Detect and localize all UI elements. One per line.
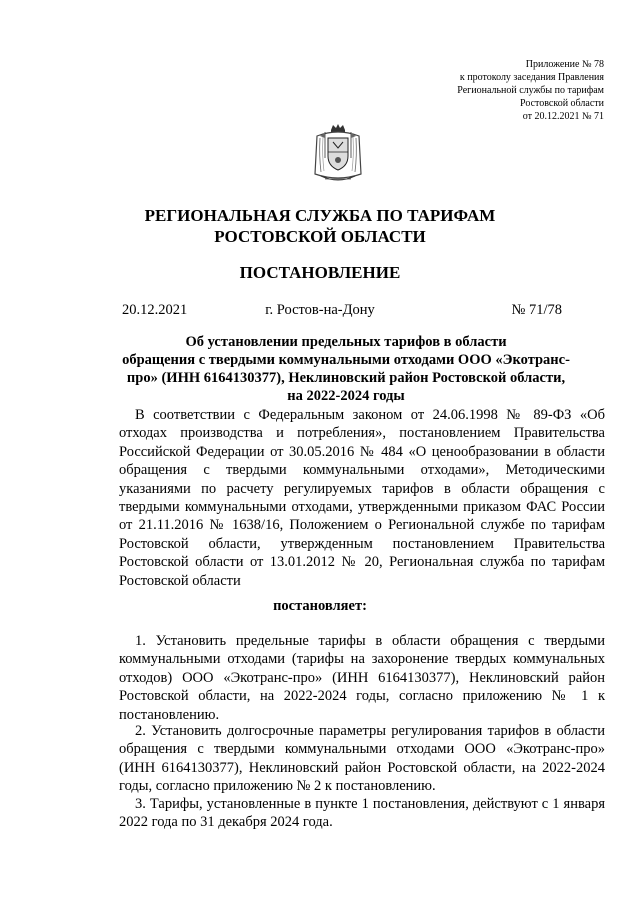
- preamble-paragraph: В соответствии с Федеральным законом от 24.06.1998 № 89-ФЗ «Об отходах производства и потребления», постановлением Правительства Российской Федерации от 30.05.2016 № 484 «О ценообразовании в области обращения с твердыми коммунальными отходами», Методическими указаниями по расчету регулируемых тарифов в области обращения с твердыми коммунальными отходами, утвержденными приказом ФАС России от 21.11.2016 № 1638/16, Положением о Региональной службе по тарифам Ростовской области, утвержденным постановлением Правительства Ростовской области от 13.01.2012 № 20, Региональная служба по тарифам Ростовской области: [119, 407, 605, 589]
- document-title: [96, 333, 596, 405]
- annex-line: к протоколу заседания Правления: [459, 72, 604, 83]
- document-city: г. Ростов-на-Дону: [265, 302, 375, 318]
- resolves-heading: постановляет:: [273, 598, 367, 614]
- resolution-item: 2. Установить долгосрочные параметры регулирования тарифов в области обращения с твердыми коммунальными отходами ООО «Экотранс-про» (ИНН 6164130377), Неклиновский район Ростовской области, на 2022-2024 годы, согласно приложению № 2 к постановлению.: [119, 723, 605, 795]
- title-line: Об установлении предельных тарифов в области: [185, 334, 507, 350]
- title-line: на 2022-2024 годы: [287, 388, 405, 404]
- annex-line: Ростовской области: [520, 98, 604, 109]
- coat-of-arms-icon: [311, 122, 365, 186]
- annex-line: Региональной службы по тарифам: [457, 85, 604, 96]
- resolution-item: 3. Тарифы, установленные в пункте 1 постановления, действуют с 1 января 2022 года по 31 декабря 2024 года.: [119, 796, 605, 831]
- annex-line: Приложение № 78: [525, 59, 604, 70]
- annex-reference: [457, 58, 604, 123]
- annex-line: от 20.12.2021 № 71: [522, 111, 604, 122]
- document-type: ПОСТАНОВЛЕНИЕ: [239, 263, 401, 282]
- title-line: обращения с твердыми коммунальными отходами ООО «Экотранс-: [122, 352, 570, 368]
- resolution-item: 1. Установить предельные тарифы в области обращения с твердыми коммунальными отходами (тарифы на захоронение твердых коммунальных отходов) ООО «Экотранс-про» (ИНН 6164130377), Неклиновский район Ростовской области, на 2022-2024 годы, согласно приложению № 1 к постановлению.: [119, 633, 605, 723]
- organization-name: РЕГИОНАЛЬНАЯ СЛУЖБА ПО ТАРИФАМ: [144, 206, 496, 225]
- title-line: про» (ИНН 6164130377), Неклиновский район Ростовской области,: [126, 370, 566, 386]
- document-number: № 71/78: [511, 302, 562, 318]
- document-date: 20.12.2021: [122, 302, 188, 318]
- organization-name: РОСТОВСКОЙ ОБЛАСТИ: [214, 227, 426, 246]
